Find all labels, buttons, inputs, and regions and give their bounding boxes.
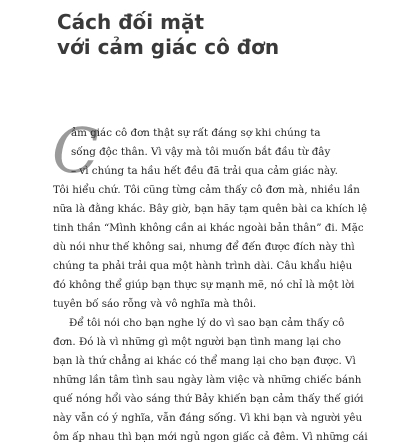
text-line: nữa là đằng khác. Bây giờ, bạn hãy tạm quên bài ca khích lệ [53,203,368,215]
text-line: ôm ấp nhau thì bạn mới ngủ ngon giấc cả đêm. Vì những cái [53,431,368,443]
text-line: tuyên bố sáo rỗng và vô nghĩa mà thôi. [53,298,257,310]
body-text [53,124,368,447]
text-line: dù nói như thế không sai, nhưng để đến được đích này thì [53,241,355,253]
text-line: – vì chúng ta hầu hết đều đã trải qua cảm giác này. [71,165,338,177]
text-line: này vẫn có ý nghĩa, vẫn đáng sống. Vì khi bạn và người yêu [53,412,363,424]
text-line: Tôi hiểu chứ. Tôi cũng từng cảm thấy cô đơn mà, nhiều lần [53,184,360,196]
chapter-title [57,10,357,60]
text-line: đó không thể giúp bạn thực sự mạnh mẽ, nó chỉ là một lời [53,279,355,291]
text-line: đơn. Đó là vì những gì một người bạn tình mang lại cho [53,336,341,348]
chapter-title-line-2: với cảm giác cô đơn [57,35,280,59]
text-line: quế nóng hổi vào sáng thứ Bảy khiến bạn cảm thấy thế giới [53,393,364,405]
text-line: Để tôi nói cho bạn nghe lý do vì sao bạn cảm thấy cô [69,317,345,329]
text-line: ảm giác cô đơn thật sự rất đáng sợ khi chúng ta [71,127,321,139]
drop-cap: C [52,114,100,187]
text-line: những lần tâm tình sau ngày làm việc và những chiếc bánh [53,374,362,386]
text-line: sống độc thân. Vì vậy mà tôi muốn bắt đầu từ đây [71,146,331,158]
text-line: tinh thần “Mình không cần ai khác ngoài bản thân” đi. Mặc [53,222,364,234]
text-line: chúng ta phải trải qua một hành trình dài. Câu khẩu hiệu [53,260,353,272]
chapter-title-line-1: Cách đối mặt [57,10,205,34]
text-line: bạn là thứ chẳng ai khác có thể mang lại cho bạn được. Vì [53,355,356,367]
